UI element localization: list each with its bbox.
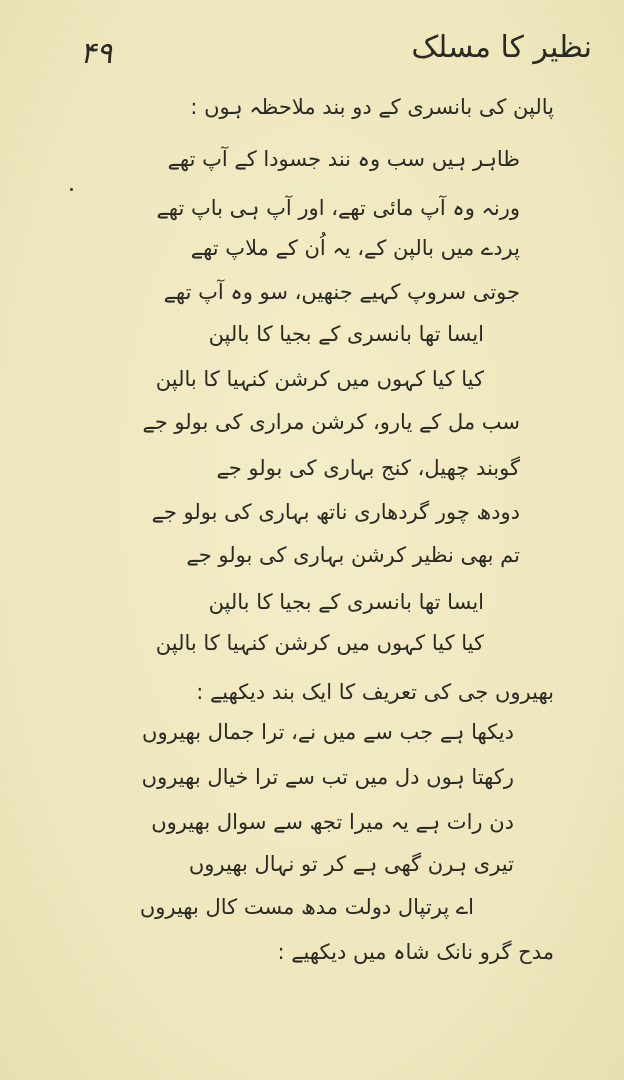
verse-line: ظاہر ہیں سب وہ نند جسودا کے آپ تھے [167, 147, 520, 171]
verse-line: ورنہ وہ آپ مائی تھے، اور آپ ہی باپ تھے [156, 196, 520, 220]
page-number: ۴۹ [80, 36, 113, 71]
closing-verse-line: اے پرتپال دولت مدھ مست کال بھیروں [139, 895, 474, 919]
verse-line: گوبند چھیل، کنج بہاری کی بولو جے [216, 456, 520, 480]
intro-line: بھیروں جی کی تعریف کا ایک بند دیکھیے : [196, 680, 554, 704]
running-header-title: نظیر کا مسلک [411, 30, 592, 65]
refrain-line: کیا کیا کہوں میں کرشن کنہیا کا بالپن [155, 367, 484, 391]
verse-line: تیری ہرن گھی ہے کر تو نہال بھیروں [188, 852, 514, 876]
verse-line: رکھتا ہوں دل میں تب سے ترا خیال بھیروں [141, 765, 514, 789]
refrain-line: ایسا تھا بانسری کے بجیا کا بالپن [208, 322, 484, 346]
ink-speck [70, 188, 73, 191]
intro-line: پالپن کی بانسری کے دو بند ملاحظہ ہوں : [190, 95, 554, 119]
verse-line: سب مل کے یارو، کرشن مراری کی بولو جے [142, 410, 520, 434]
refrain-line: ایسا تھا بانسری کے بجیا کا بالپن [208, 590, 484, 614]
refrain-line: کیا کیا کہوں میں کرشن کنہیا کا بالپن [155, 631, 484, 655]
verse-line: پردے میں بالپن کے، یہ اُن کے ملاپ تھے [190, 236, 520, 260]
verse-line: دودھ چور گردھاری ناتھ بہاری کی بولو جے [151, 500, 520, 524]
intro-line: مدح گرو نانک شاہ میں دیکھیے : [277, 940, 554, 964]
verse-line: تم بھی نظیر کرشن بہاری کی بولو جے [186, 543, 520, 567]
verse-line: جوتی سروپ کہیے جنھیں، سو وہ آپ تھے [163, 280, 520, 304]
verse-line: دیکھا ہے جب سے میں نے، ترا جمال بھیروں [142, 720, 514, 744]
verse-line: دن رات ہے یہ میرا تجھ سے سوال بھیروں [151, 810, 514, 834]
